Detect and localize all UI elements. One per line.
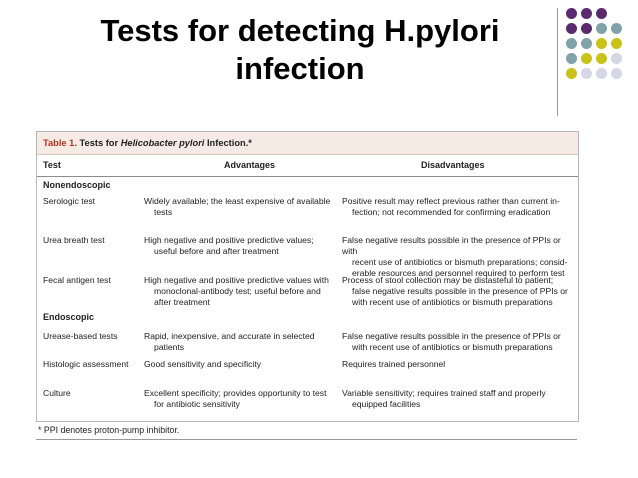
decorative-dot bbox=[566, 53, 577, 64]
row-culture-advantages: Excellent specificity; provides opportunity to test for antibiotic sensitivity bbox=[144, 388, 327, 409]
row-serologic-disadvantages: Positive result may reflect previous rather than current in- fection; not recommended for confirming eradication bbox=[342, 196, 560, 217]
table-caption-rest: Infection.* bbox=[204, 138, 252, 148]
table-header-row bbox=[37, 160, 578, 174]
row-histologic-advantages: Good sensitivity and specificity bbox=[144, 359, 262, 369]
decorative-dot bbox=[611, 23, 622, 34]
row-fecal-antigen-disadvantages: Process of stool collection may be distasteful to patient; false negative results possible in the presence of PPIs or with recent use of antibiotics or bismuth preparations bbox=[342, 275, 568, 307]
row-fecal-antigen-advantages: High negative and positive predictive values with monoclonal-antibody test; useful before and after treatment bbox=[144, 275, 329, 307]
bottom-divider bbox=[36, 439, 577, 440]
decorative-dot-grid bbox=[566, 8, 638, 98]
row-fecal-antigen-test: Fecal antigen test bbox=[43, 275, 111, 285]
row-histologic-test: Histologic assessment bbox=[43, 359, 129, 369]
decorative-dot bbox=[611, 53, 622, 64]
header-advantages: Advantages bbox=[224, 160, 276, 170]
decorative-dot bbox=[596, 38, 607, 49]
row-urease-test: Urease-based tests bbox=[43, 331, 118, 341]
row-culture-disadvantages: Variable sensitivity; requires trained staff and properly equipped facilities bbox=[342, 388, 546, 409]
decorative-dot bbox=[611, 68, 622, 79]
decorative-dot bbox=[596, 68, 607, 79]
decorative-dot bbox=[581, 8, 592, 19]
row-urea-breath-test: Urea breath test bbox=[43, 235, 105, 245]
decorative-dot bbox=[566, 8, 577, 19]
tests-table bbox=[36, 131, 579, 422]
row-urea-breath-advantages: High negative and positive predictive values; useful before and after treatment bbox=[144, 235, 314, 256]
row-serologic-test: Serologic test bbox=[43, 196, 96, 206]
row-histologic-disadvantages: Requires trained personnel bbox=[342, 359, 446, 369]
row-urease-advantages: Rapid, inexpensive, and accurate in selected patients bbox=[144, 331, 315, 352]
decorative-dot bbox=[581, 53, 592, 64]
table-caption-organism: Helicobacter pylori bbox=[120, 138, 205, 148]
row-serologic-advantages: Widely available; the least expensive of available tests bbox=[144, 196, 331, 217]
decorative-dot bbox=[566, 23, 577, 34]
table-caption bbox=[37, 132, 578, 155]
slide-title-line-1: Tests for detecting H.pylori bbox=[100, 13, 500, 48]
decorative-dot bbox=[596, 23, 607, 34]
decorative-dot bbox=[581, 38, 592, 49]
row-urea-breath-disadvantages: False negative results possible in the presence of PPIs or with recent use of antibiotics or bismuth preparations; consid- erable resources and personnel required to perform test bbox=[342, 235, 568, 278]
decorative-divider bbox=[557, 8, 558, 116]
section-nonendoscopic: Nonendoscopic bbox=[43, 180, 111, 190]
row-urease-disadvantages: False negative results possible in the presence of PPIs or with recent use of antibiotics or bismuth preparations bbox=[342, 331, 561, 352]
decorative-dot bbox=[596, 53, 607, 64]
table-caption-text: Tests for bbox=[79, 138, 121, 148]
decorative-dot bbox=[611, 38, 622, 49]
decorative-dot bbox=[566, 38, 577, 49]
decorative-dot bbox=[581, 68, 592, 79]
slide-title bbox=[40, 12, 560, 88]
row-culture-test: Culture bbox=[43, 388, 71, 398]
header-disadvantages: Disadvantages bbox=[421, 160, 485, 170]
decorative-dot bbox=[566, 68, 577, 79]
header-divider bbox=[37, 176, 578, 177]
decorative-dot bbox=[596, 8, 607, 19]
decorative-dot bbox=[581, 23, 592, 34]
table-footnote: * PPI denotes proton-pump inhibitor. bbox=[38, 425, 180, 435]
header-test: Test bbox=[43, 160, 61, 170]
slide-title-line-2: infection bbox=[235, 51, 365, 86]
table-caption-label: Table 1. bbox=[43, 138, 77, 148]
section-endoscopic: Endoscopic bbox=[43, 312, 95, 322]
